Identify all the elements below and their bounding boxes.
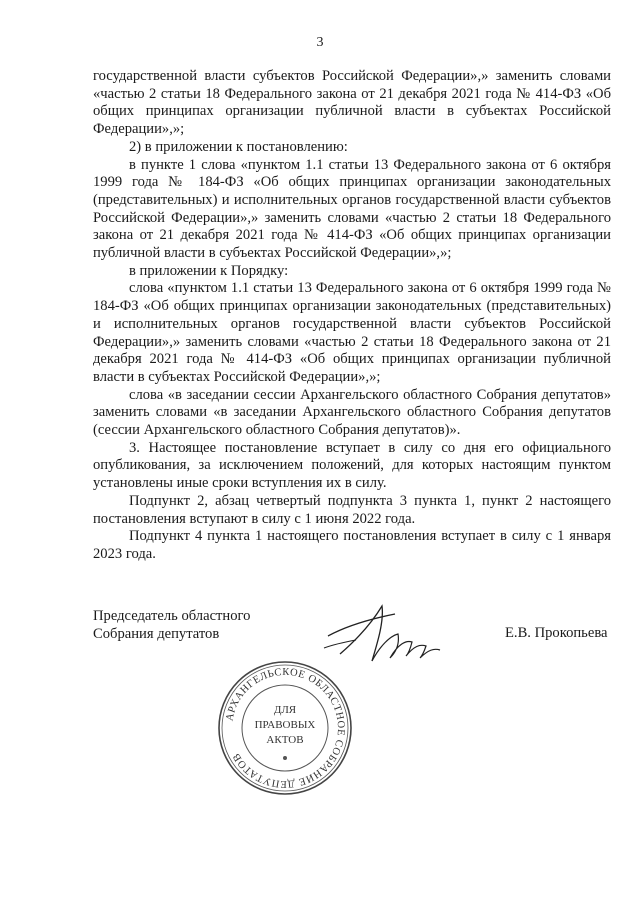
svg-text:ПРАВОВЫХ: ПРАВОВЫХ [254, 719, 316, 731]
paragraph-point-3: 3. Настоящее постановление вступает в силу со дня его официального опубликования, за исключением положений, для которых настоящим пунктом установлены иные сроки вступления их в силу. [93, 439, 611, 492]
official-seal-stamp [215, 658, 355, 798]
svg-text:АКТОВ: АКТОВ [266, 734, 304, 746]
svg-text:АРХАНГЕЛЬСКОЕ ОБЛАСТНОЕ СОБРАН: АРХАНГЕЛЬСКОЕ ОБЛАСТНОЕ СОБРАНИЕ ДЕПУТАТОВ [224, 666, 347, 790]
signatory-title-line-2: Собрания депутатов [93, 625, 220, 642]
svg-text:ДЛЯ: ДЛЯ [273, 704, 297, 716]
paragraph-continuation: государственной власти субъектов Российской Федерации»,» заменить словами «частью 2 статьи 18 Федерального закона от 21 декабря 2021 года № 414-ФЗ «Об общих принципах организации публичной власти в субъектах Российской Федерации»,»; [93, 68, 611, 138]
paragraph-point-1: в пункте 1 слова «пунктом 1.1 статьи 13 Федерального закона от 6 октября 1999 года № 184-ФЗ «Об общих принципах организации законодательных (представительных) и исполнительных органов государственной власти субъектов Российской Федерации»,» заменить словами «частью 2 статьи 18 Федерального закона от 21 декабря 2021 года № 414-ФЗ «Об общих принципах организации публичной власти в субъектах Российской Федерации»,»; [93, 156, 611, 262]
document-body [93, 68, 611, 564]
paragraph-january-2023: Подпункт 4 пункта 1 настоящего постановления вступает в силу с 1 января 2023 года. [93, 528, 611, 562]
paragraph-words-replace-2: слова «в заседании сессии Архангельского областного Собрания депутатов» заменить словами «в заседании Архангельского областного Собрания депутатов (сессии Архангельского областного Собрания депутатов)». [93, 386, 611, 439]
page-number: 3 [316, 35, 324, 50]
paragraph-june-2022: Подпункт 2, абзац четвертый подпункта 3 пункта 1, пункт 2 настоящего постановления вступают в силу с 1 июня 2022 года. [93, 492, 611, 527]
paragraph-words-replace-1: слова «пунктом 1.1 статьи 13 Федерального закона от 6 октября 1999 года № 184-ФЗ «Об общих принципах организации законодательных (представительных) и исполнительных органов государственной власти субъектов Российской Федерации»,» заменить словами «частью 2 статьи 18 Федерального закона от 21 декабря 2021 года № 414-ФЗ «Об общих принципах организации публичной власти в субъектах Российской Федерации»,»; [93, 280, 611, 385]
signatory-name: Е.В. Прокопьева [505, 625, 608, 641]
paragraph-item-2: 2) в приложении к постановлению: [129, 138, 348, 155]
signatory-title [93, 608, 250, 643]
paragraph-appendix-order: в приложении к Порядку: [129, 262, 289, 279]
signatory-title-line-1: Председатель областного [93, 608, 251, 624]
